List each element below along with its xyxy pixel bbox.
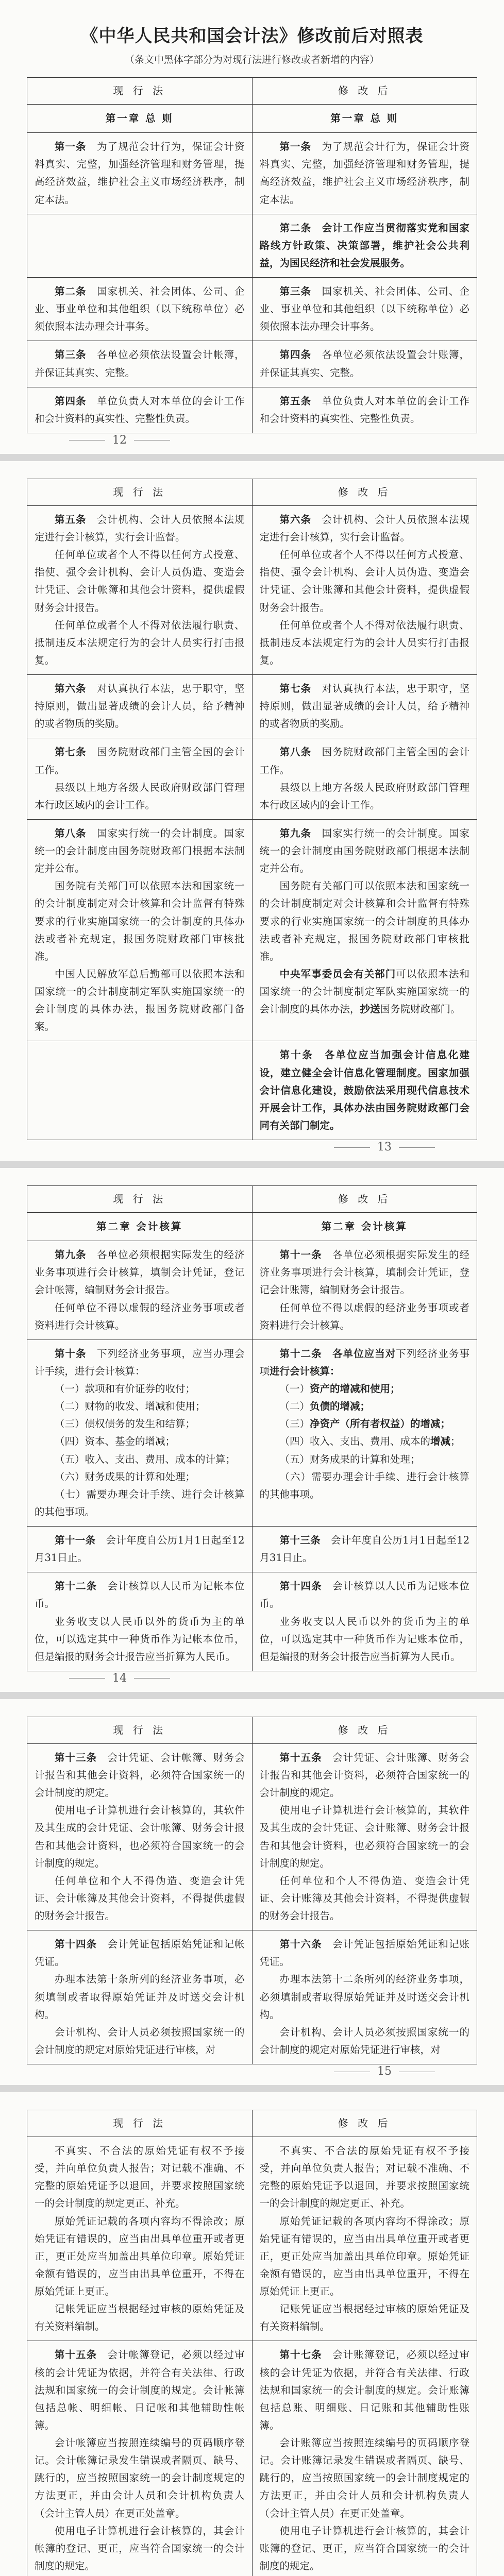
clause-paragraph [260,346,470,381]
text: 业务收支以人民币以外的货币为主的单位，可以选定其中一种货币作为记帐本位币，但是编报的财务会计报告应当折算为人民币。 [35,1615,245,1663]
clause-paragraph [35,1486,245,1521]
bold-text: 第十二条 [279,1347,322,1360]
clause-paragraph [260,1802,470,1872]
clause-paragraph [35,1299,245,1334]
bold-text: 第十一条 [55,1534,96,1546]
text: 对认真执行本法，忠于职守，坚持原则，做出显著成绩的会计人员，给予精神的或者物质的奖励。 [35,683,245,730]
clause-paragraph [260,877,470,965]
text: 记账凭证应当根据经过审核的原始凭证及有关资料编制。 [259,2303,469,2333]
cell-current [27,133,253,214]
comparison-table [27,77,477,433]
clause-paragraph [35,1246,245,1299]
clause-paragraph [35,680,245,733]
clause-paragraph [260,219,470,272]
clause-paragraph [35,1398,245,1415]
cell-revised [252,1041,477,1140]
text: （六）财务成果的计算和处理； [55,1470,196,1483]
text: （一） [279,1383,310,1395]
bold-text: 第四条 [55,395,87,407]
clause-paragraph [35,346,245,381]
text: （一）款项和有价证券的收付； [55,1383,196,1395]
text: 会计凭证、会计账簿、财务会计报告和其他会计资料，必须符合国家统一的会计制度的规定。 [259,1751,469,1799]
article-row [27,1743,477,1930]
text: （五）收入、支出、费用、成本的计算； [55,1453,236,1465]
text: 任何单位或者个人不得以任何方式授意、指使、强令会计机构、会计人员伪造、变造会计凭证、会计帐簿和其他会计资料，提供虚假财务会计报告。 [35,549,245,614]
bold-text: 第十五条 [55,2349,97,2361]
clause-paragraph [35,1433,245,1450]
clause-paragraph [260,680,470,733]
text: 为了规范会计行为，保证会计资料真实、完整，加强经济管理和财务管理，提高经济效益，维护社会主义市场经济秩序，制定本法。 [259,141,469,206]
bold-text: 净资产（所有者权益）的增减； [310,1418,451,1430]
clause-paragraph [35,393,245,428]
text: 下列经济业务事项 [259,1347,469,1377]
header-revised: 修 改 后 [252,2110,477,2137]
cell-revised [252,819,477,1041]
text: 任何单位不得以虚假的经济业务事项或者资料进行会计核算。 [35,1301,245,1331]
cell-revised [252,505,477,674]
clause-paragraph [260,2300,470,2335]
text: 对认真执行本法，忠于职守，坚持原则，做出显著成绩的会计人员，给予精神的或者物质的奖励。 [259,683,469,730]
cell-current [27,278,253,341]
text: 任何单位和个人不得伪造、变造会计凭证、会计账簿及其他会计资料，不得提供虚假的财务会计报告。 [259,1874,469,1922]
bold-text: 第十七条 [279,2349,322,2361]
bold-text: 增减 [430,1435,451,1448]
bold-text: 第十二条 [55,1580,97,1592]
clause-paragraph [35,2024,245,2059]
cell-revised [252,341,477,387]
clause-paragraph [260,1936,470,1971]
article-row [27,675,477,738]
bold-text: 第十条 [279,1049,313,1061]
text: （三） [279,1418,310,1430]
header-revised: 修 改 后 [252,1717,477,1743]
page-14 [0,1168,504,1692]
article-row [27,2137,477,2341]
header-current: 现 行 法 [27,1186,253,1213]
text: 各单位必须根据实际发生的经济业务事项进行会计核算，填制会计凭证，登记会计账簿，编制财务会计报告。 [259,1249,469,1296]
text: 会计机构、会计人员依照本法规定进行会计核算，实行会计监督。 [259,513,469,543]
cell-current [27,1041,253,1140]
bold-text: 第八条 [279,746,312,758]
bold-text: 第九条 [55,1249,87,1261]
bold-text: 第二条 [279,222,312,234]
bold-text: 第五条 [55,513,87,526]
cell-current [27,1527,253,1572]
bold-text: 抄送 [360,1003,380,1015]
cell-revised [252,105,477,133]
text: 使用电子计算机进行会计核算的，其会计账簿的登记、更正，应当符合国家统一的会计制度的规定。 [259,2524,469,2572]
cell-revised [252,1213,477,1241]
cell-revised [252,1241,477,1340]
article-row [27,1930,477,2064]
article-row [27,387,477,433]
clause-paragraph [260,1872,470,1925]
clause-paragraph [260,283,470,335]
clause-paragraph [35,1578,245,1613]
text: （二） [279,1400,310,1413]
clause-paragraph [260,1451,470,1468]
clause-paragraph [35,1532,245,1567]
bold-text: 第十五条 [279,1751,322,1764]
text: 可以依照本法和国家统一的会计制度制定军队实施国家统一的会计制度的具体办法， [259,968,469,1015]
clause-paragraph [35,283,245,335]
cell-revised [252,1930,477,2064]
header-current: 现 行 法 [27,479,253,505]
clause-paragraph [260,1532,470,1567]
clause-paragraph [35,1468,245,1486]
article-row [27,819,477,1041]
clause-paragraph [260,1398,470,1415]
text: 各单位必须依法设置会计帐簿，并保证其真实、完整。 [35,349,245,379]
bold-text: 资产的增减和使用； [310,1383,400,1395]
text: 县级以上地方各级人民政府财政部门管理本行政区域内的会计工作。 [259,781,469,811]
doc-title: 《中华人民共和国会计法》修改前后对照表 [80,26,424,46]
clause-paragraph [260,393,470,428]
clause-paragraph [35,2522,245,2575]
bold-text: 第十条 [55,1347,87,1360]
bold-text: 第十三条 [55,1751,97,1764]
text: 各单位必须根据实际发生的经济业务事项进行会计核算，填制会计凭证，登记会计帐簿，编制财务会计报告。 [35,1249,245,1296]
cell-current [27,505,253,674]
text: 会计凭证、会计帐簿、财务会计报告和其他会计资料，必须符合国家统一的会计制度的规定。 [35,1751,245,1799]
header-revised: 修 改 后 [252,479,477,505]
cell-current [27,1340,253,1526]
bold-text: 第十四条 [279,1580,322,1592]
header-current: 现 行 法 [27,2110,253,2137]
text: 会计账簿登记，必须以经过审核的会计凭证为依据，并符合有关法律、行政法规和国家统一的会计制度的规定。会计账簿包括总账、明细账、日记账和其他辅助性账簿。 [259,2349,469,2431]
article-row [27,738,477,820]
text: （四）资本、基金的增减； [55,1435,176,1448]
clause-paragraph [35,965,245,1036]
cell-revised [252,214,477,277]
clause-paragraph [35,1749,245,1802]
article-row [27,505,477,674]
text: 国家机关、社会团体、公司、企业、事业单位和其他组织（以下统称单位）必须依照本法办理会计事务。 [259,285,469,333]
article-row [27,1527,477,1572]
article-row [27,1041,477,1140]
text: 国务院有关部门可以依照本法和国家统一的会计制度制定对会计核算和会计监督有特殊要求的行业实施国家统一的会计制度的具体办法或者补充规定，报国务院财政部门审核批准。 [259,880,469,962]
bold-text: 第四条 [279,349,312,361]
bold-text: 中央军事委员会有关部门 [279,968,396,980]
text: 任何单位或者个人不得对依法履行职责、抵制违反本法规定行为的会计人员实行打击报复。 [35,619,245,666]
clause-paragraph [35,1415,245,1433]
clause-paragraph [260,965,470,1018]
cell-current [27,1572,253,1671]
clause-paragraph [35,1380,245,1398]
page-number: 14 [62,1672,177,1685]
chapter-title: 第二章 会计核算 [96,1221,183,1232]
bold-text: 第六条 [55,683,87,694]
text: 任何单位不得以虚假的经济业务事项或者资料进行会计核算。 [259,1301,469,1331]
article-row [27,1241,477,1340]
clause-paragraph [260,2434,470,2522]
clause-paragraph [35,617,245,669]
bold-text: 会计工作应当贯彻落实党和国家路线方针政策、决策部署，维护社会公共利益，为国民经济和社会发展服务。 [259,222,469,269]
clause-paragraph [35,825,245,877]
header-revised: 修 改 后 [252,1186,477,1213]
clause-paragraph [260,743,470,778]
text: 下列经济业务事项，应当办理会计手续，进行会计核算： [35,1347,245,1377]
bold-text: 第八条 [55,827,87,839]
text: 原始凭证记载的各项内容均不得涂改；原始凭证有错误的，应当由出具单位重开或者更正，更正处应当加盖出具单位印章。原始凭证金额有错误的，应当由出具单位重开，不得在原始凭证上更正。 [35,2215,245,2297]
bold-text: 第一条 [279,141,312,153]
bold-text: 第九条 [279,827,312,839]
comparison-table [27,2110,477,2576]
page-number: 12 [62,434,177,447]
bold-text: 进行会计核算： [270,1365,340,1377]
clause-paragraph [35,1613,245,1666]
cell-current [27,1743,253,1930]
clause-paragraph [260,1046,470,1134]
clause-paragraph [35,1451,245,1468]
cell-revised [252,738,477,820]
text: 任何单位或者个人不得对依法履行职责、抵制违反本法规定行为的会计人员实行打击报复。 [259,619,469,666]
text: 会计机构、会计人员依照本法规定进行会计核算，实行会计监督。 [35,513,245,543]
text: 会计账簿应当按照连续编号的页码顺序登记。会计账簿记录发生错误或者隔页、缺号、跳行的，应当按照国家统一的会计制度规定的方法更正，并由会计人员和会计机构负责人（会计主管人员）在更正处盖章。 [259,2437,469,2519]
bold-text: 第一条 [55,141,87,153]
text: 不真实、不合法的原始凭证有权不予接受，并向单位负责人报告；对记载不准确、不完整的原始凭证予以退回，并要求按照国家统一的会计制度的规定更正、补充。 [35,2145,245,2210]
text: 会计机构、会计人员必须按照国家统一的会计制度的规定对原始凭证进行审核，对 [35,2026,245,2056]
clause-paragraph [35,546,245,617]
chapter-title: 第一章 总 则 [105,112,174,124]
bold-text: 各单位应当对 [332,1347,396,1360]
clause-paragraph [260,1749,470,1802]
page-12 [0,0,504,454]
bold-text: 负债的增减； [310,1400,371,1413]
bold-text: 第十三条 [279,1534,321,1546]
clause-paragraph [260,825,470,877]
text: （四）收入、支出、费用、成本的 [279,1435,431,1448]
clause-paragraph [260,2213,470,2301]
text: 国家实行统一的会计制度。国家统一的会计制度由国务院财政部门根据本法制定并公布。 [35,827,245,875]
cell-current [27,387,253,433]
text: 国务院有关部门可以依照本法和国家统一的会计制度制定对会计核算和会计监督有特殊要求的行业实施国家统一的会计制度的具体办法或者补充规定，报国务院财政部门审核批准。 [35,880,245,962]
cell-revised [252,1340,477,1526]
clause-paragraph [35,1936,245,1971]
comparison-table [27,1185,477,1671]
article-row [27,2341,477,2576]
text: 单位负责人对本单位的会计工作和会计资料的真实性、完整性负责。 [259,395,469,425]
cell-current [27,675,253,738]
text: 任何单位和个人不得伪造、变造会计凭证、会计帐簿及其他会计资料，不得提供虚假的财务会计报告。 [35,1874,245,1922]
text: ； [450,1435,461,1448]
cell-current [27,819,253,1041]
clause-paragraph [35,779,245,814]
chapter-title: 第一章 总 则 [330,112,399,124]
header-current: 现 行 法 [27,78,253,105]
bold-text: 第二条 [55,285,87,297]
doc-subtitle: （条文中黑体字部分为对现行法进行修改或者新增的内容） [124,54,379,65]
page-13 [0,461,504,1161]
article-row [27,1340,477,1526]
clause-paragraph [260,546,470,617]
text: 单位负责人对本单位的会计工作和会计资料的真实性、完整性负责。 [35,395,245,425]
cell-current [27,214,253,277]
text: 会计核算以人民币为记账本位币。 [259,1580,469,1610]
bold-text: 各单位应当加强会计信息化建设，建立健全会计信息化管理制度。国家加强会计信息化建设，鼓励依法采用现代信息技术开展会计工作，具体办法由国务院财政部门会同有关部门制定。 [259,1049,469,1131]
clause-paragraph [260,1468,470,1503]
bold-text: 第五条 [279,395,312,407]
article-row [27,133,477,214]
clause-paragraph [260,2142,470,2213]
text: 记帐凭证应当根据经过审核的原始凭证及有关资料编制。 [35,2303,245,2333]
cell-current [27,1930,253,2064]
cell-revised [252,1572,477,1671]
bold-text: 第十四条 [55,1938,97,1951]
article-row [27,1572,477,1671]
clause-paragraph [35,2300,245,2335]
header-row [27,2110,477,2137]
text: （五）财务成果的计算和处理； [279,1453,421,1465]
text: 办理本法第十二条所列的经济业务事项，必须填制或者取得原始凭证并及时送交会计机构。 [259,1973,469,2021]
clause-paragraph [260,2024,470,2059]
text [322,1348,333,1360]
cell-revised [252,675,477,738]
cell-current [27,2341,253,2576]
bold-text: 第三条 [279,285,312,297]
text: 为了规范会计行为，保证会计资料真实、完整，加强经济管理和财务管理，提高经济效益，维护社会主义市场经济秩序，制定本法。 [35,141,245,206]
bold-text: 第七条 [55,746,87,758]
cell-current [27,2137,253,2341]
clause-paragraph [260,1613,470,1666]
header-row [27,1717,477,1743]
clause-paragraph [260,511,470,546]
clause-paragraph [260,138,470,209]
chapter-row [27,1213,477,1241]
clause-paragraph [35,1345,245,1380]
clause-paragraph [260,1246,470,1299]
page-15 [0,1699,504,2085]
header-row [27,1186,477,1213]
bold-text: 第十六条 [279,1938,322,1951]
text: 中国人民解放军总后勤部可以依照本法和国家统一的会计制度制定军队实施国家统一的会计制度的具体办法，报国务院财政部门备案。 [35,968,245,1033]
clause-paragraph [260,1299,470,1334]
text: 业务收支以人民币以外的货币为主的单位，可以选定其中一种货币作为记账本位币，但是编报的财务会计报告应当折算为人民币。 [259,1615,469,1663]
cell-revised [252,387,477,433]
text: （三）债权债务的发生和结算； [55,1418,196,1430]
clause-paragraph [260,779,470,814]
clause-paragraph [35,2346,245,2434]
clause-paragraph [35,877,245,965]
clause-paragraph [35,2213,245,2301]
article-row [27,341,477,387]
clause-paragraph [260,1345,470,1380]
cell-current [27,341,253,387]
clause-paragraph [260,1578,470,1613]
bold-text: 第三条 [55,349,87,361]
comparison-table [27,479,477,1140]
text: 使用电子计算机进行会计核算的，其会计帐簿的登记、更正，应当符合国家统一的会计制度的规定。 [35,2524,245,2572]
clause-paragraph [35,138,245,209]
header-revised: 修 改 后 [252,78,477,105]
text: 国家机关、社会团体、公司、企业、事业单位和其他组织（以下统称单位）必须依照本法办理会计事务。 [35,285,245,333]
cell-revised [252,2341,477,2576]
clause-paragraph [35,1872,245,1925]
article-row [27,278,477,341]
text: 国务院财政部门。 [380,1003,461,1015]
text: 国务院财政部门主管全国的会计工作。 [35,746,245,776]
page-16 [0,2092,504,2576]
clause-paragraph [260,2346,470,2434]
text: 办理本法第十条所列的经济业务事项，必须填制或者取得原始凭证并及时送交会计机构。 [35,1973,245,2021]
page-number: 13 [327,1141,442,1154]
text: 会计帐簿登记，必须以经过审核的会计凭证为依据，并符合有关法律、行政法规和国家统一的会计制度的规定。会计帐簿包括总帐、明细帐、日记帐和其他辅助性帐簿。 [35,2349,245,2431]
clause-paragraph [260,617,470,669]
text: 国务院财政部门主管全国的会计工作。 [259,746,469,776]
chapter-title: 第二章 会计核算 [321,1221,408,1232]
text: （七）需要办理会计手续、进行会计核算的其他事项。 [35,1488,245,1518]
clause-paragraph [260,1415,470,1433]
text: （六）需要办理会计手续、进行会计核算的其他事项。 [259,1470,469,1500]
cell-revised [252,278,477,341]
cell-current [27,1241,253,1340]
article-row [27,214,477,277]
text: 会计帐簿应当按照连续编号的页码顺序登记。会计帐簿记录发生错误或者隔页、缺号、跳行的，应当按照国家统一的会计制度规定的方法更正，并由会计人员和会计机构负责人（会计主管人员）在更正处盖章。 [35,2437,245,2519]
cell-revised [252,1527,477,1572]
bold-text: 第十一条 [279,1249,322,1261]
cell-revised [252,133,477,214]
clause-paragraph [35,743,245,778]
clause-paragraph [35,2434,245,2522]
text: 原始凭证记载的各项内容均不得涂改；原始凭证有错误的，应当由出具单位重开或者更正，更正处应当加盖出具单位印章。原始凭证金额有错误的，应当由出具单位重开，不得在原始凭证上更正。 [259,2215,469,2297]
header-row [27,78,477,105]
clause-paragraph [35,1802,245,1872]
cell-current [27,738,253,820]
text: （二）财物的收发、增减和使用； [55,1400,206,1413]
cell-current [27,105,253,133]
text: 会计机构、会计人员必须按照国家统一的会计制度的规定对原始凭证进行审核，对 [259,2026,469,2056]
text: 任何单位或者个人不得以任何方式授意、指使、强令会计机构、会计人员伪造、变造会计凭证、会计账簿和其他会计资料，提供虚假财务会计报告。 [259,549,469,614]
text: 县级以上地方各级人民政府财政部门管理本行政区域内的会计工作。 [35,781,245,811]
clause-paragraph [35,2142,245,2213]
page-number: 15 [327,2065,442,2078]
bold-text: 第七条 [279,683,312,694]
header-row [27,479,477,505]
text: 会计凭证包括原始凭证和记账凭证。 [259,1938,469,1968]
clause-paragraph [260,1380,470,1398]
text: 国家实行统一的会计制度。国家统一的会计制度由国务院财政部门根据本法制定并公布。 [259,827,469,875]
clause-paragraph [35,1971,245,2023]
text: 会计年度自公历1月1日起至12月31日止。 [259,1534,469,1564]
header-current: 现 行 法 [27,1717,253,1743]
text: 不真实、不合法的原始凭证有权不予接受，并向单位负责人报告；对记载不准确、不完整的原始凭证予以退回，并要求按照国家统一的会计制度的规定更正、补充。 [259,2145,469,2210]
text: 各单位必须依法设置会计账簿，并保证其真实、完整。 [259,349,469,379]
chapter-row [27,105,477,133]
cell-revised [252,1743,477,1930]
cell-current [27,1213,253,1241]
bold-text: 第六条 [279,513,312,526]
cell-revised [252,2137,477,2341]
clause-paragraph [260,1433,470,1450]
comparison-table [27,1717,477,2064]
text: 会计核算以人民币为记帐本位币。 [35,1580,245,1610]
text: 会计凭证包括原始凭证和记帐凭证。 [35,1938,245,1968]
text: 使用电子计算机进行会计核算的，其软件及其生成的会计凭证、会计账簿、财务会计报告和其他会计资料，也必须符合国家统一的会计制度的规定。 [259,1804,469,1869]
text: 使用电子计算机进行会计核算的，其软件及其生成的会计凭证、会计帐簿、财务会计报告和其他会计资料，也必须符合国家统一的会计制度的规定。 [35,1804,245,1869]
text: 会计年度自公历1月1日起至12月31日止。 [35,1534,245,1564]
clause-paragraph [35,511,245,546]
clause-paragraph [260,2522,470,2575]
clause-paragraph [260,1971,470,2023]
